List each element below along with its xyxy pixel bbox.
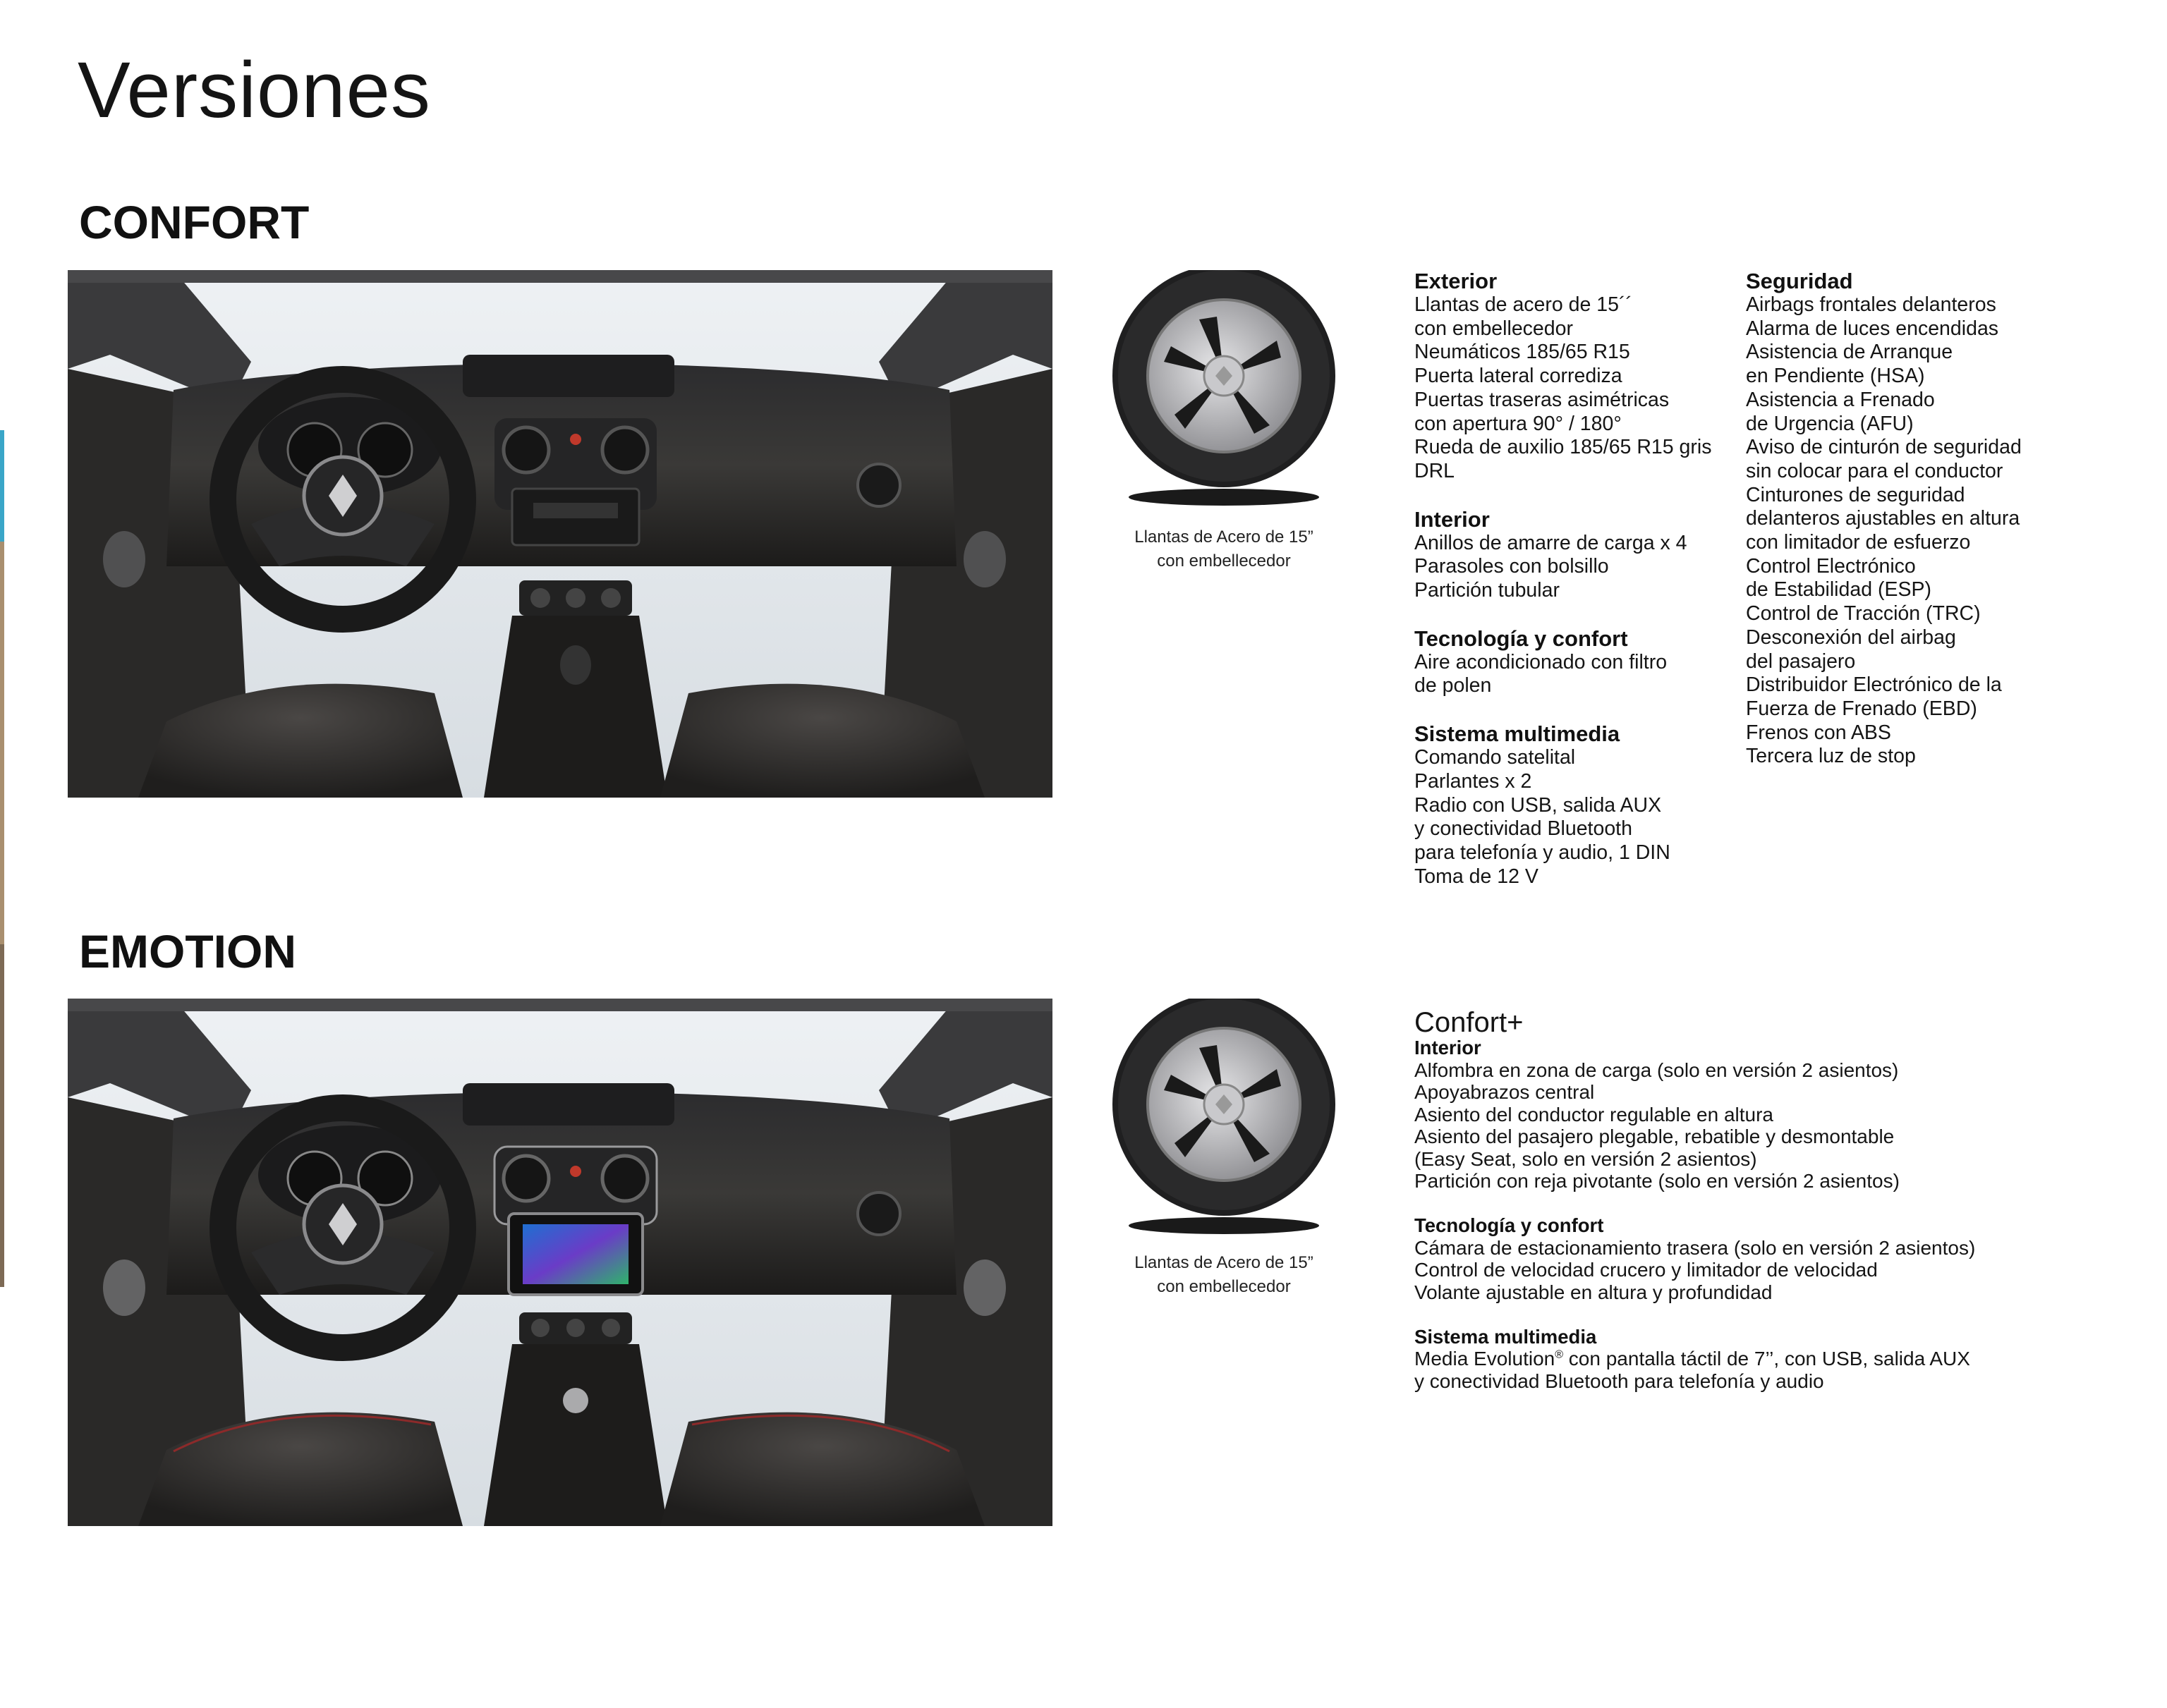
spec-item: Control de velocidad crucero y limitador de velocidad bbox=[1414, 1259, 1878, 1281]
spec-item: de Urgencia (AFU) bbox=[1746, 412, 1914, 435]
spec-item: Asiento del conductor regulable en altura bbox=[1414, 1103, 1774, 1126]
spec-item: delanteros ajustables en altura bbox=[1746, 507, 2020, 530]
spec-item: Rueda de auxilio 185/65 R15 gris bbox=[1414, 436, 1712, 459]
wheel-image-confort bbox=[1107, 270, 1340, 510]
wheel-caption-confort bbox=[1104, 525, 1344, 573]
emotion-spec-column bbox=[1414, 1008, 2120, 1415]
spec-group-interior bbox=[1414, 507, 1739, 603]
spec-item: Asistencia de Arranque bbox=[1746, 341, 1953, 364]
spec-item: Llantas de acero de 15´´ bbox=[1414, 293, 1632, 316]
registered-mark: ® bbox=[1555, 1348, 1564, 1361]
spec-group-tecnologia bbox=[1414, 1214, 2120, 1303]
spec-group-heading: Seguridad bbox=[1746, 269, 1853, 293]
spec-group-heading: Tecnología y confort bbox=[1414, 626, 1628, 651]
spec-item-media-evolution bbox=[1414, 1348, 2120, 1370]
spec-item: Parlantes x 2 bbox=[1414, 769, 1532, 793]
spec-group-interior bbox=[1414, 1037, 2120, 1192]
spec-item: Tercera luz de stop bbox=[1746, 745, 1916, 768]
spec-group-tecnologia bbox=[1414, 626, 1739, 698]
spec-item: Control de Tracción (TRC) bbox=[1746, 602, 1981, 626]
spec-item: Radio con USB, salida AUX bbox=[1414, 793, 1662, 817]
media-evolution-desc: con pantalla táctil de 7’’, con USB, salida AUX bbox=[1563, 1348, 1970, 1370]
spec-item: Control Electrónico bbox=[1746, 554, 1916, 578]
spec-item: Aire acondicionado con filtro bbox=[1414, 650, 1668, 673]
page-title: Versiones bbox=[78, 46, 431, 134]
spec-group-heading: Interior bbox=[1414, 1037, 1481, 1059]
spec-item: de polen bbox=[1414, 674, 1492, 697]
spec-item: con apertura 90° / 180° bbox=[1414, 412, 1622, 435]
spec-item: Anillos de amarre de carga x 4 bbox=[1414, 531, 1687, 554]
spec-item: con embellecedor bbox=[1414, 317, 1573, 340]
wheel-caption-line: Llantas de Acero de 15” bbox=[1134, 1253, 1313, 1272]
spec-item: Frenos con ABS bbox=[1746, 721, 1891, 744]
spec-group-exterior bbox=[1414, 269, 1739, 484]
media-evolution-name: Media Evolution bbox=[1414, 1348, 1555, 1370]
spec-item: sin colocar para el conductor bbox=[1746, 459, 2003, 482]
spec-item: del pasajero bbox=[1746, 649, 1856, 673]
spec-item: (Easy Seat, solo en versión 2 asientos) bbox=[1414, 1147, 1757, 1170]
spec-item: Asistencia a Frenado bbox=[1746, 388, 1935, 411]
wheel-caption-line: Llantas de Acero de 15” bbox=[1134, 527, 1313, 547]
spec-group-heading: Interior bbox=[1414, 506, 1490, 532]
spec-item: Cinturones de seguridad bbox=[1746, 483, 1965, 506]
spec-item: y conectividad Bluetooth para telefonía y audio bbox=[1414, 1370, 1824, 1392]
spec-item: Neumáticos 185/65 R15 bbox=[1414, 341, 1630, 364]
spec-item: Cámara de estacionamiento trasera (solo en versión 2 asientos) bbox=[1414, 1236, 1976, 1259]
wheel-caption-line: con embellecedor bbox=[1157, 551, 1291, 571]
spec-item: y conectividad Bluetooth bbox=[1414, 817, 1632, 841]
spec-item: Fuerza de Frenado (EBD) bbox=[1746, 697, 1977, 720]
spec-group-multimedia bbox=[1414, 721, 1739, 889]
spec-item: Partición con reja pivotante (solo en versión 2 asientos) bbox=[1414, 1170, 1900, 1192]
spec-group-heading: Exterior bbox=[1414, 269, 1498, 293]
spec-item: Comando satelital bbox=[1414, 746, 1576, 769]
adjacent-page-edge bbox=[0, 430, 4, 1287]
spec-item: de Estabilidad (ESP) bbox=[1746, 578, 1931, 602]
spec-item: Puertas traseras asimétricas bbox=[1414, 388, 1670, 411]
version-heading-confort: CONFORT bbox=[79, 196, 310, 248]
spec-item: Distribuidor Electrónico de la bbox=[1746, 673, 2002, 697]
version-heading-emotion: EMOTION bbox=[79, 925, 296, 977]
spec-item: para telefonía y audio, 1 DIN bbox=[1414, 841, 1670, 864]
spec-group-heading: Sistema multimedia bbox=[1414, 721, 1620, 747]
spec-item: Apoyabrazos central bbox=[1414, 1081, 1595, 1103]
spec-item: Partición tubular bbox=[1414, 579, 1560, 602]
spec-item: Asiento del pasajero plegable, rebatible y desmontable bbox=[1414, 1126, 1895, 1147]
spec-group-heading: Tecnología y confort bbox=[1414, 1214, 1604, 1236]
wheel-caption-emotion bbox=[1104, 1251, 1344, 1299]
spec-item: Airbags frontales delanteros bbox=[1746, 293, 1996, 316]
spec-item: DRL bbox=[1414, 459, 1455, 482]
spec-item: Puerta lateral corrediza bbox=[1414, 365, 1622, 388]
spec-group-multimedia bbox=[1414, 1326, 2120, 1393]
spec-group-heading: Sistema multimedia bbox=[1414, 1325, 1597, 1348]
spec-item: Alfombra en zona de carga (solo en versión 2 asientos) bbox=[1414, 1059, 1899, 1081]
package-label: Confort+ bbox=[1414, 1007, 1524, 1038]
wheel-image-emotion bbox=[1107, 999, 1340, 1238]
spec-item: Aviso de cinturón de seguridad bbox=[1746, 436, 2022, 459]
spec-group-seguridad bbox=[1746, 269, 2070, 769]
confort-spec-column-1 bbox=[1414, 269, 1739, 912]
spec-item: con limitador de esfuerzo bbox=[1746, 531, 1971, 554]
spec-item: Toma de 12 V bbox=[1414, 865, 1538, 888]
confort-spec-column-2 bbox=[1746, 269, 2070, 792]
interior-photo-confort bbox=[68, 270, 1052, 798]
spec-item: Alarma de luces encendidas bbox=[1746, 317, 1999, 340]
spec-item: Desconexión del airbag bbox=[1746, 626, 1956, 649]
wheel-caption-line: con embellecedor bbox=[1157, 1277, 1291, 1296]
interior-photo-emotion bbox=[68, 999, 1052, 1526]
spec-item: Volante ajustable en altura y profundidad bbox=[1414, 1281, 1773, 1303]
spec-item: en Pendiente (HSA) bbox=[1746, 365, 1925, 388]
spec-item: Parasoles con bolsillo bbox=[1414, 555, 1609, 578]
